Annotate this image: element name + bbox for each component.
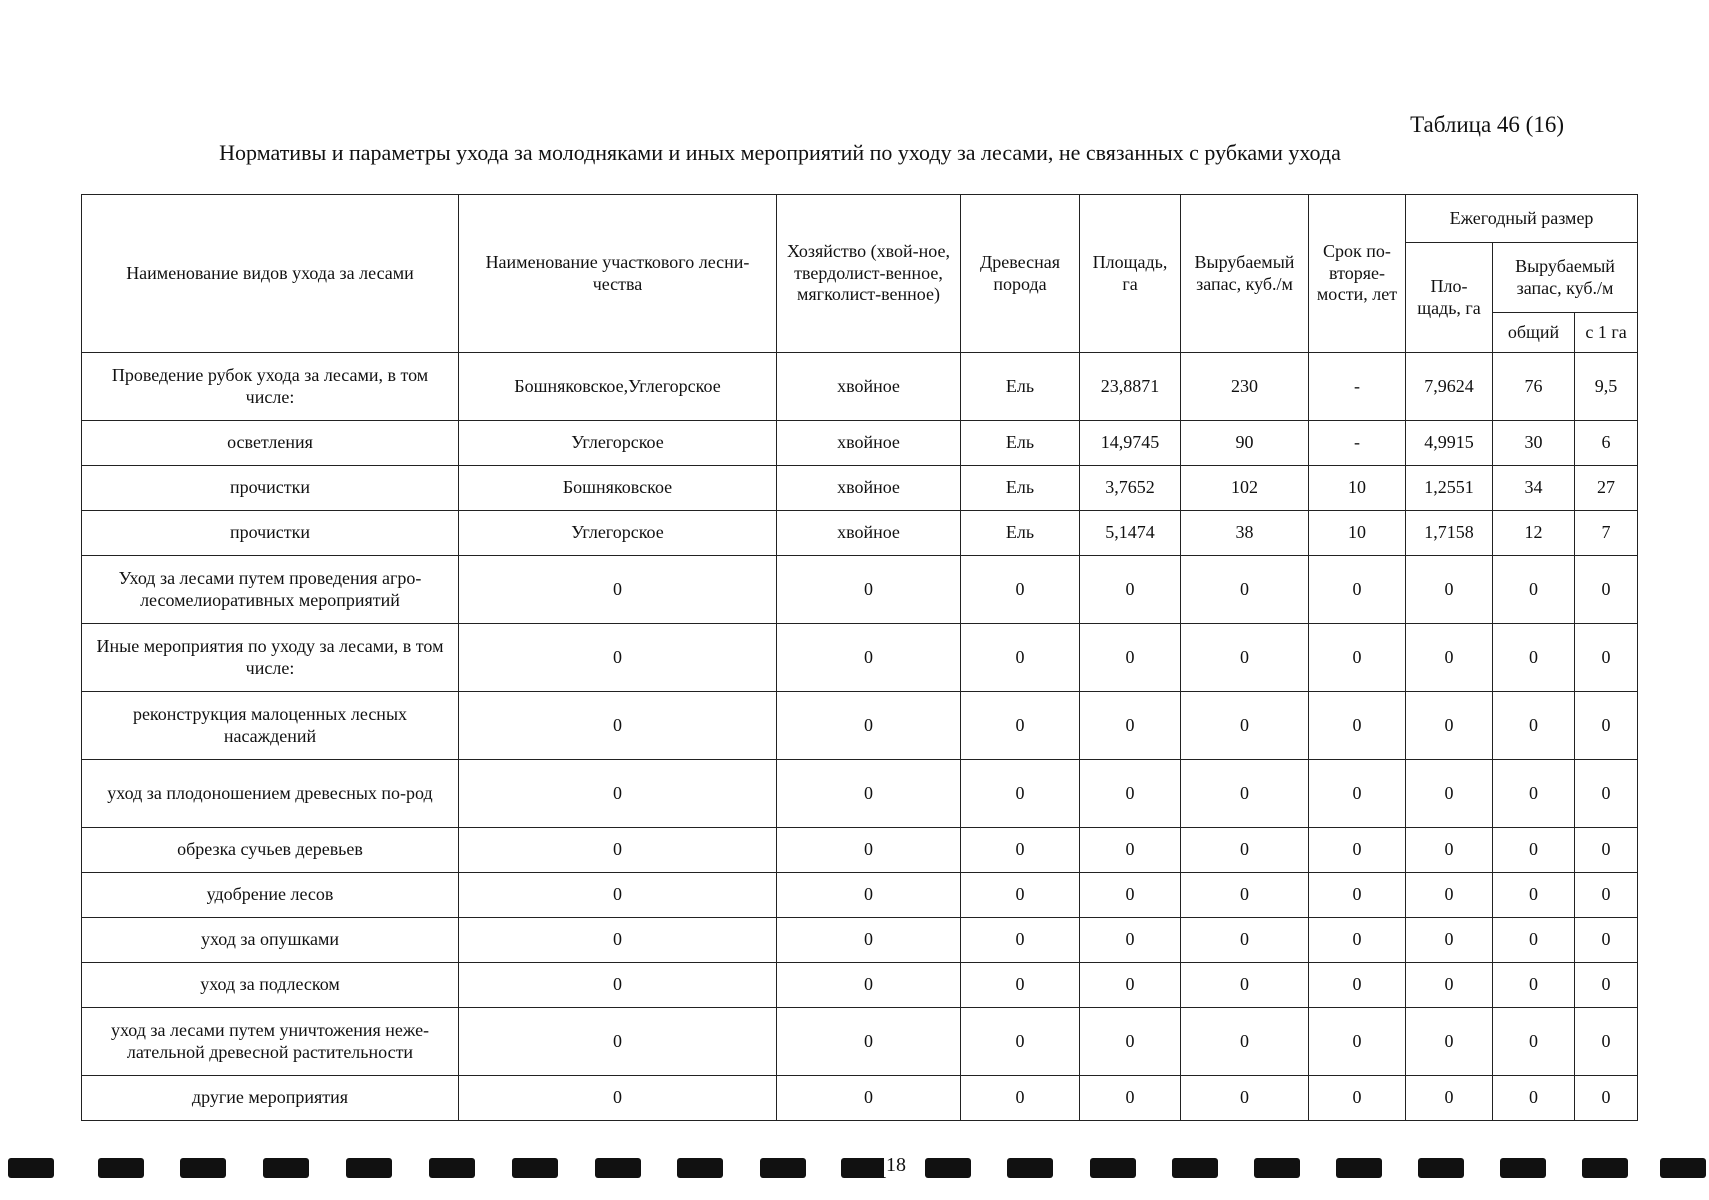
cell-forestry: 0 (459, 828, 777, 873)
cell-stock: 0 (1181, 873, 1309, 918)
cell-period: 10 (1309, 511, 1406, 556)
cell-annual-total: 0 (1493, 556, 1575, 624)
cell-period: 0 (1309, 963, 1406, 1008)
cell-period: 0 (1309, 1076, 1406, 1121)
cell-economy: 0 (777, 556, 961, 624)
cell-annual-area: 0 (1406, 692, 1493, 760)
perforation-mark (263, 1158, 309, 1178)
table-row (82, 692, 1638, 760)
cell-economy: хвойное (777, 421, 961, 466)
cell-species: 0 (961, 873, 1080, 918)
table-row (82, 828, 1638, 873)
cell-area: 0 (1080, 692, 1181, 760)
cell-annual-per-ha: 0 (1575, 1008, 1638, 1076)
table-row (82, 511, 1638, 556)
table-row (82, 760, 1638, 828)
header-species: Древесная порода (961, 195, 1080, 353)
cell-annual-per-ha: 0 (1575, 828, 1638, 873)
cell-forestry: Бошняковское (459, 466, 777, 511)
perforation-mark (1090, 1158, 1136, 1178)
table-row (82, 963, 1638, 1008)
cell-area: 0 (1080, 963, 1181, 1008)
cell-name: реконструкция малоценных лесных насаждений (82, 692, 459, 760)
header-annual: Ежегодный размер (1406, 195, 1638, 243)
cell-economy: 0 (777, 692, 961, 760)
cell-name: уход за подлеском (82, 963, 459, 1008)
cell-annual-total: 0 (1493, 692, 1575, 760)
cell-annual-area: 1,2551 (1406, 466, 1493, 511)
perforation-mark (429, 1158, 475, 1178)
cell-area: 0 (1080, 1008, 1181, 1076)
perforation-mark (595, 1158, 641, 1178)
table-row (82, 873, 1638, 918)
perforation-mark (512, 1158, 558, 1178)
cell-economy: 0 (777, 963, 961, 1008)
cell-stock: 0 (1181, 828, 1309, 873)
cell-forestry: 0 (459, 760, 777, 828)
cell-annual-total: 0 (1493, 918, 1575, 963)
cell-stock: 0 (1181, 1076, 1309, 1121)
cell-area: 3,7652 (1080, 466, 1181, 511)
cell-stock: 0 (1181, 1008, 1309, 1076)
table-row (82, 353, 1638, 421)
cell-period: 0 (1309, 1008, 1406, 1076)
header-period: Срок по-вторяе-мости, лет (1309, 195, 1406, 353)
cell-annual-total: 76 (1493, 353, 1575, 421)
cell-annual-area: 1,7158 (1406, 511, 1493, 556)
cell-period: 0 (1309, 828, 1406, 873)
cell-forestry: Углегорское (459, 511, 777, 556)
cell-annual-total: 0 (1493, 963, 1575, 1008)
cell-species: Ель (961, 353, 1080, 421)
perforation-mark (925, 1158, 971, 1178)
cell-name: уход за опушками (82, 918, 459, 963)
cell-stock: 230 (1181, 353, 1309, 421)
cell-annual-total: 30 (1493, 421, 1575, 466)
cell-economy: хвойное (777, 353, 961, 421)
cell-forestry: 0 (459, 918, 777, 963)
table-body (82, 353, 1638, 1121)
cell-annual-area: 0 (1406, 873, 1493, 918)
cell-economy: 0 (777, 1008, 961, 1076)
cell-forestry: Бошняковское,Углегорское (459, 353, 777, 421)
cell-period: 0 (1309, 556, 1406, 624)
cell-name: другие мероприятия (82, 1076, 459, 1121)
header-forestry: Наименование участкового лесни-чества (459, 195, 777, 353)
cell-stock: 0 (1181, 963, 1309, 1008)
forest-care-table (81, 194, 1638, 1121)
perforation-mark (98, 1158, 144, 1178)
perforation-mark (1500, 1158, 1546, 1178)
header-economy: Хозяйство (хвой-ное, твердолист-венное, мягколист-венное) (777, 195, 961, 353)
perforation-mark (677, 1158, 723, 1178)
cell-economy: 0 (777, 873, 961, 918)
cell-annual-per-ha: 6 (1575, 421, 1638, 466)
cell-species: 0 (961, 828, 1080, 873)
page-number: 18 (886, 1154, 906, 1176)
cell-annual-total: 0 (1493, 828, 1575, 873)
cell-forestry: 0 (459, 963, 777, 1008)
cell-area: 0 (1080, 556, 1181, 624)
cell-period: - (1309, 421, 1406, 466)
header-annual-total: общий (1493, 313, 1575, 353)
cell-area: 0 (1080, 828, 1181, 873)
cell-stock: 90 (1181, 421, 1309, 466)
cell-forestry: 0 (459, 1008, 777, 1076)
cell-annual-per-ha: 7 (1575, 511, 1638, 556)
table-row (82, 1008, 1638, 1076)
cell-area: 14,9745 (1080, 421, 1181, 466)
table-row (82, 1076, 1638, 1121)
cell-area: 0 (1080, 624, 1181, 692)
cell-stock: 0 (1181, 692, 1309, 760)
cell-period: 0 (1309, 624, 1406, 692)
cell-annual-area: 0 (1406, 963, 1493, 1008)
cell-annual-total: 0 (1493, 1008, 1575, 1076)
cell-forestry: 0 (459, 692, 777, 760)
cell-stock: 102 (1181, 466, 1309, 511)
cell-species: 0 (961, 624, 1080, 692)
header-annual-per-ha: с 1 га (1575, 313, 1638, 353)
header-annual-stock: Вырубаемый запас, куб./м (1493, 243, 1638, 313)
header-name: Наименование видов ухода за лесами (82, 195, 459, 353)
cell-annual-area: 0 (1406, 828, 1493, 873)
cell-annual-per-ha: 0 (1575, 1076, 1638, 1121)
cell-stock: 0 (1181, 624, 1309, 692)
cell-name: прочистки (82, 466, 459, 511)
table-caption: Таблица 46 (16) (1410, 112, 1564, 137)
header-stock: Вырубаемый запас, куб./м (1181, 195, 1309, 353)
table-header (82, 195, 1638, 353)
cell-name: уход за лесами путем уничтожения неже-лательной древесной растительности (82, 1008, 459, 1076)
cell-annual-per-ha: 0 (1575, 963, 1638, 1008)
cell-annual-total: 0 (1493, 624, 1575, 692)
cell-species: 0 (961, 556, 1080, 624)
cell-species: 0 (961, 692, 1080, 760)
cell-area: 0 (1080, 760, 1181, 828)
cell-period: - (1309, 353, 1406, 421)
header-annual-area: Пло-щадь, га (1406, 243, 1493, 353)
table-row (82, 421, 1638, 466)
cell-annual-total: 12 (1493, 511, 1575, 556)
cell-annual-area: 0 (1406, 556, 1493, 624)
cell-economy: 0 (777, 828, 961, 873)
perforation-mark (1254, 1158, 1300, 1178)
perforation-mark (1172, 1158, 1218, 1178)
table-row (82, 556, 1638, 624)
cell-species: 0 (961, 963, 1080, 1008)
cell-species: 0 (961, 918, 1080, 963)
cell-period: 0 (1309, 873, 1406, 918)
perforation-mark (180, 1158, 226, 1178)
cell-annual-area: 0 (1406, 918, 1493, 963)
cell-economy: 0 (777, 760, 961, 828)
perforation-mark (1336, 1158, 1382, 1178)
cell-annual-area: 0 (1406, 624, 1493, 692)
cell-annual-per-ha: 0 (1575, 760, 1638, 828)
cell-forestry: 0 (459, 556, 777, 624)
cell-area: 0 (1080, 873, 1181, 918)
perforation-mark (841, 1158, 887, 1178)
cell-stock: 38 (1181, 511, 1309, 556)
cell-species: 0 (961, 1076, 1080, 1121)
cell-annual-per-ha: 0 (1575, 873, 1638, 918)
table-row (82, 918, 1638, 963)
cell-stock: 0 (1181, 760, 1309, 828)
cell-annual-area: 0 (1406, 760, 1493, 828)
cell-name: Иные мероприятия по уходу за лесами, в том числе: (82, 624, 459, 692)
perforation-mark (8, 1158, 54, 1178)
cell-forestry: 0 (459, 873, 777, 918)
cell-species: Ель (961, 511, 1080, 556)
cell-period: 10 (1309, 466, 1406, 511)
cell-period: 0 (1309, 692, 1406, 760)
perforation-mark (1418, 1158, 1464, 1178)
cell-area: 23,8871 (1080, 353, 1181, 421)
cell-species: Ель (961, 421, 1080, 466)
table-row (82, 624, 1638, 692)
perforation-strip (0, 1154, 1709, 1184)
cell-area: 0 (1080, 918, 1181, 963)
cell-name: уход за плодоношением древесных по-род (82, 760, 459, 828)
cell-species: 0 (961, 1008, 1080, 1076)
cell-economy: хвойное (777, 466, 961, 511)
cell-name: Проведение рубок ухода за лесами, в том числе: (82, 353, 459, 421)
cell-forestry: Углегорское (459, 421, 777, 466)
cell-annual-total: 34 (1493, 466, 1575, 511)
cell-area: 5,1474 (1080, 511, 1181, 556)
table-row (82, 466, 1638, 511)
cell-name: прочистки (82, 511, 459, 556)
header-area: Площадь, га (1080, 195, 1181, 353)
cell-annual-area: 0 (1406, 1076, 1493, 1121)
cell-period: 0 (1309, 760, 1406, 828)
cell-name: обрезка сучьев деревьев (82, 828, 459, 873)
cell-economy: 0 (777, 624, 961, 692)
cell-name: осветления (82, 421, 459, 466)
cell-name: удобрение лесов (82, 873, 459, 918)
cell-economy: 0 (777, 1076, 961, 1121)
cell-annual-per-ha: 9,5 (1575, 353, 1638, 421)
perforation-mark (1660, 1158, 1706, 1178)
cell-annual-total: 0 (1493, 760, 1575, 828)
cell-area: 0 (1080, 1076, 1181, 1121)
cell-annual-area: 7,9624 (1406, 353, 1493, 421)
perforation-mark (760, 1158, 806, 1178)
cell-annual-per-ha: 0 (1575, 692, 1638, 760)
cell-annual-area: 4,9915 (1406, 421, 1493, 466)
cell-period: 0 (1309, 918, 1406, 963)
cell-species: 0 (961, 760, 1080, 828)
cell-annual-per-ha: 0 (1575, 556, 1638, 624)
cell-annual-total: 0 (1493, 1076, 1575, 1121)
cell-species: Ель (961, 466, 1080, 511)
cell-stock: 0 (1181, 556, 1309, 624)
cell-annual-total: 0 (1493, 873, 1575, 918)
page-title: Нормативы и параметры ухода за молодняками и иных мероприятий по уходу за лесами, не связанных с рубками ухода (219, 140, 1341, 165)
cell-annual-per-ha: 0 (1575, 624, 1638, 692)
cell-economy: хвойное (777, 511, 961, 556)
cell-forestry: 0 (459, 624, 777, 692)
cell-annual-per-ha: 27 (1575, 466, 1638, 511)
cell-economy: 0 (777, 918, 961, 963)
cell-annual-area: 0 (1406, 1008, 1493, 1076)
perforation-mark (346, 1158, 392, 1178)
perforation-mark (1007, 1158, 1053, 1178)
cell-stock: 0 (1181, 918, 1309, 963)
cell-forestry: 0 (459, 1076, 777, 1121)
perforation-mark (1582, 1158, 1628, 1178)
cell-annual-per-ha: 0 (1575, 918, 1638, 963)
cell-name: Уход за лесами путем проведения агро-лесомелиоративных мероприятий (82, 556, 459, 624)
